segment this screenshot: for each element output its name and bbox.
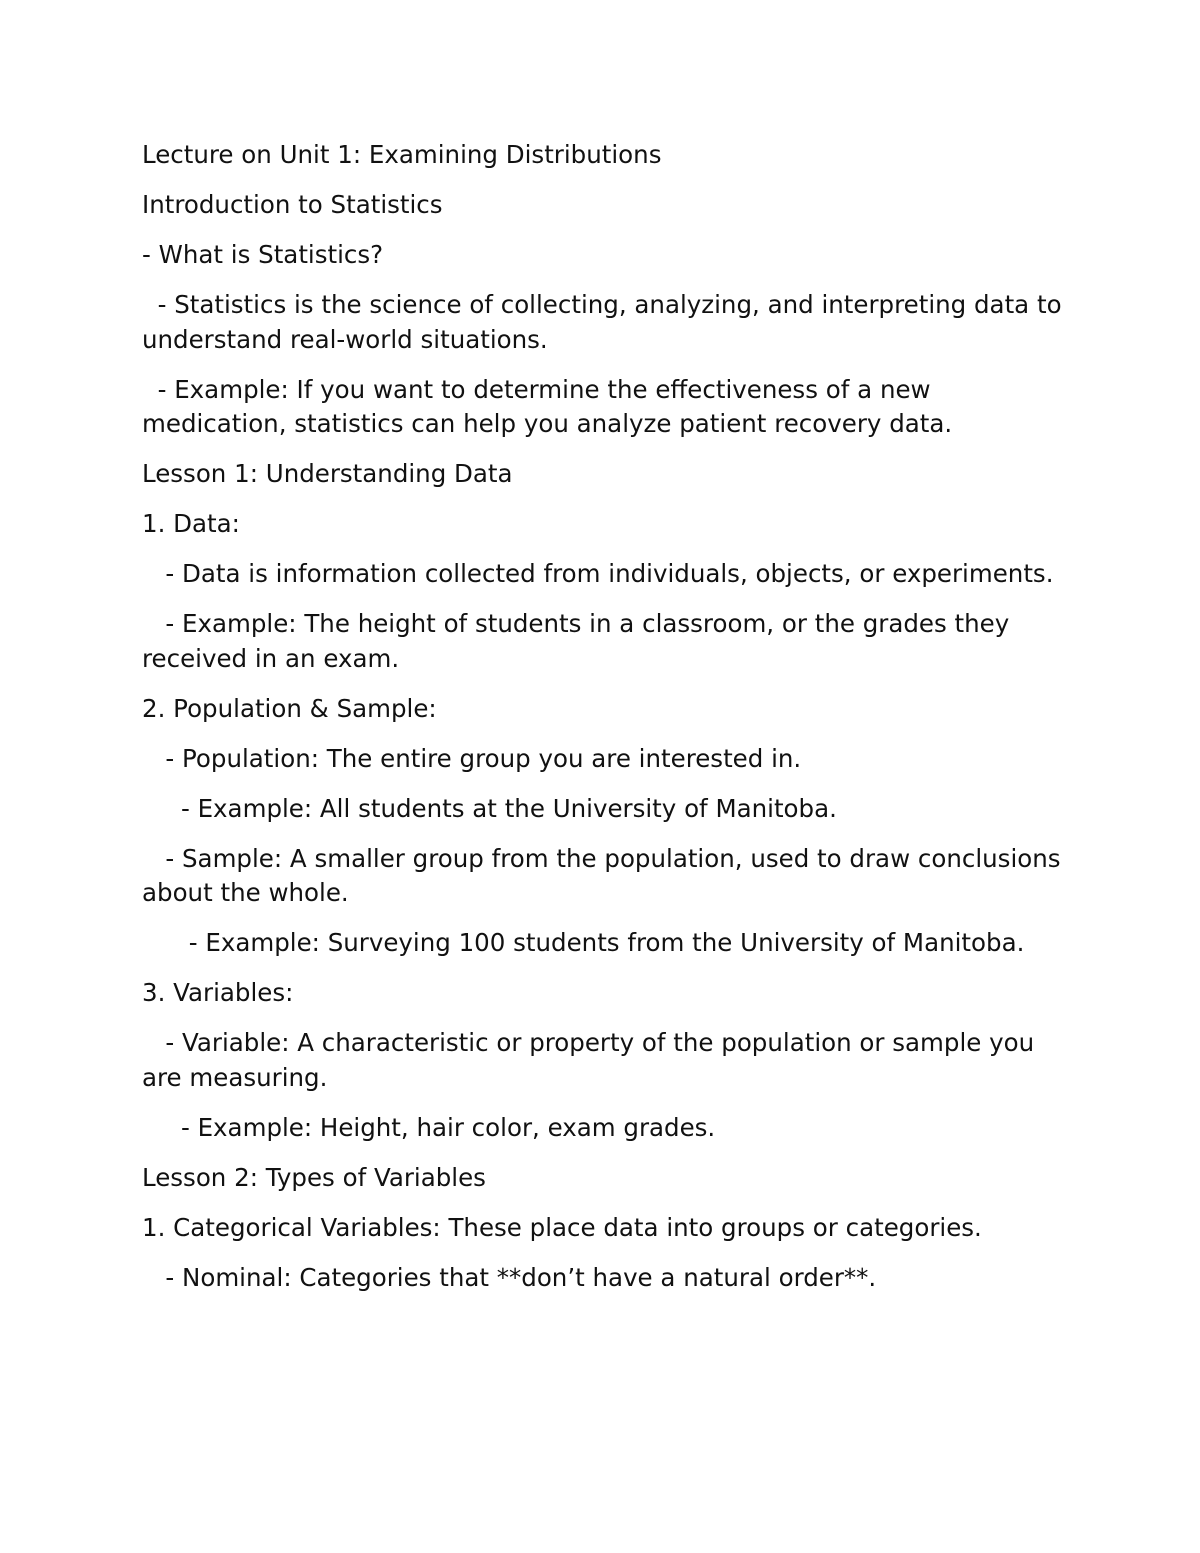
section-heading-introduction: Introduction to Statistics bbox=[142, 190, 443, 219]
variable-definition: - Variable: A characteristic or property of the population or sample you are measuring. bbox=[142, 1028, 1042, 1092]
statistics-definition: - Statistics is the science of collecting, analyzing, and interpreting data to understand real-world situations. bbox=[142, 290, 1070, 354]
statistics-example: - Example: If you want to determine the effectiveness of a new medication, statistics can help you analyze patient recovery data. bbox=[142, 374, 953, 438]
question-what-is-statistics: - What is Statistics? bbox=[142, 240, 384, 269]
population-sample-heading: 2. Population & Sample: bbox=[142, 693, 437, 723]
data-example: - Example: The height of students in a classroom, or the grades they received in an exam. bbox=[142, 609, 1018, 673]
lesson-2-heading: Lesson 2: Types of Variables bbox=[142, 1162, 486, 1192]
population-example: - Example: All students at the University of Manitoba. bbox=[142, 793, 837, 823]
data-heading: 1. Data: bbox=[142, 509, 240, 538]
sample-definition: - Sample: A smaller group from the population, used to draw conclusions about the whole. bbox=[142, 843, 1069, 907]
sample-example: - Example: Surveying 100 students from the University of Manitoba. bbox=[142, 928, 1025, 957]
categorical-variables-definition: 1. Categorical Variables: These place data into groups or categories. bbox=[142, 1212, 982, 1242]
data-definition: - Data is information collected from individuals, objects, or experiments. bbox=[142, 559, 1054, 588]
nominal-definition: - Nominal: Categories that **don’t have a natural order**. bbox=[142, 1262, 877, 1292]
lesson-1-heading: Lesson 1: Understanding Data bbox=[142, 459, 513, 488]
population-definition: - Population: The entire group you are interested in. bbox=[142, 743, 802, 773]
variables-heading: 3. Variables: bbox=[142, 978, 294, 1007]
document-page bbox=[142, 138, 1070, 1311]
variable-example: - Example: Height, hair color, exam grades. bbox=[142, 1112, 716, 1142]
document-title: Lecture on Unit 1: Examining Distributions bbox=[142, 140, 662, 169]
